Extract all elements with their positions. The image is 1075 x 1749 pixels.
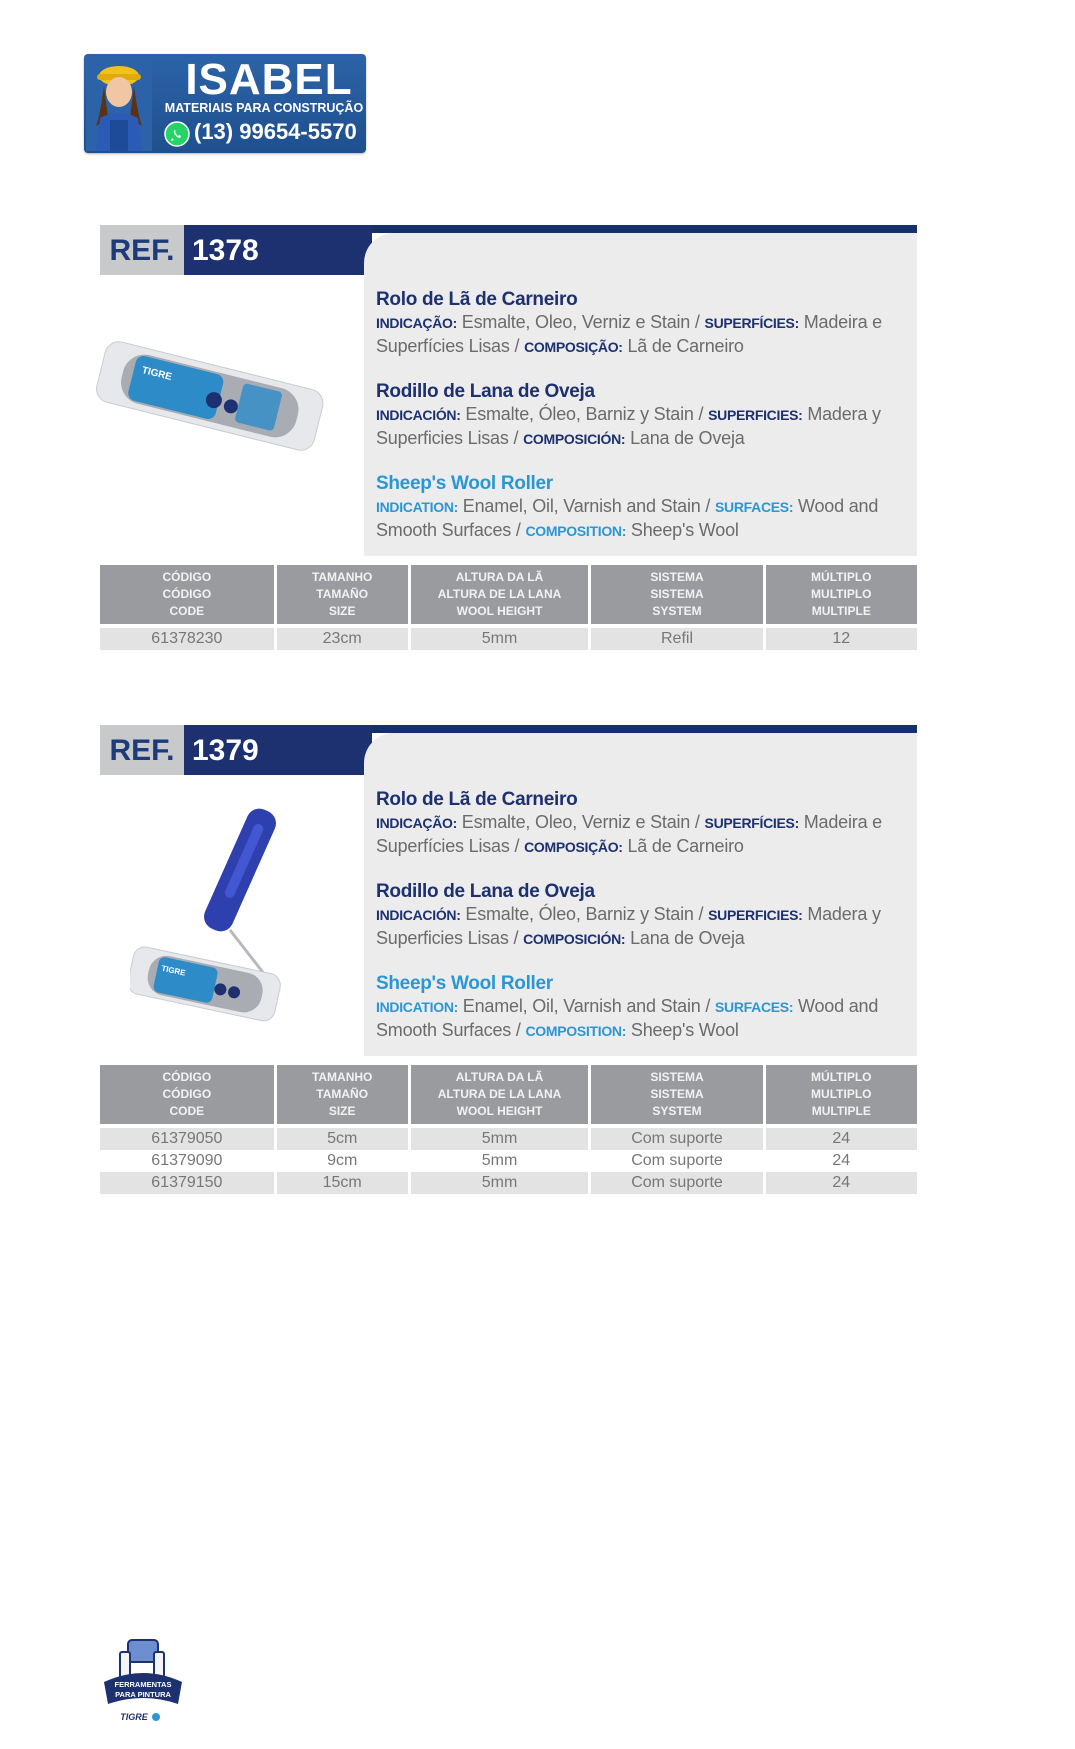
table-header-row [100,1065,917,1124]
value: Enamel, Oil, Varnish and Stain / [458,496,715,516]
cell-size: 15cm [275,1172,409,1194]
value: Smooth Surfaces / [376,1020,526,1040]
store-subtitle: MATERIAIS PARA CONSTRUÇÃO [164,101,364,115]
desc-pt [376,789,916,859]
key: INDICACIÓN: [376,407,461,423]
cell-multiple: 24 [764,1128,917,1150]
desc-en [376,973,916,1043]
table-row [100,1150,917,1172]
cell-system: Com suporte [590,1150,764,1172]
store-badge [84,54,366,153]
badge-text-1: FERRAMENTAS [114,1680,172,1689]
table-row [100,628,917,650]
title-pt: Rolo de Lã de Carneiro [376,289,578,310]
key: COMPOSICIÓN: [523,431,626,447]
value: Superfícies Lisas / [376,836,525,856]
key: SUPERFÍCIES: [704,315,799,331]
value: Esmalte, Óleo, Barniz y Stain / [460,404,709,424]
header-code: CÓDIGO CÓDIGO CODE [100,1065,275,1124]
key: SUPERFICIES: [708,907,803,923]
spec-table [100,565,917,650]
ref-number: 1378 [184,225,372,275]
value: Lana de Oveja [625,928,745,948]
key: COMPOSICIÓN: [523,931,626,947]
header-code: CÓDIGO CÓDIGO CODE [100,565,275,624]
value: Wood and [793,496,879,516]
header-multiple: MÚLTIPLO MULTIPLO MULTIPLE [764,1065,917,1124]
key: COMPOSIÇÃO: [524,839,623,855]
key: INDICATION: [376,499,458,515]
maker-mark-icon [152,1713,160,1721]
ref-label: REF. [100,725,184,775]
table-row [100,1172,917,1194]
key: COMPOSITION: [525,1023,627,1039]
value: Sheep's Wool [626,1020,739,1040]
cell-multiple: 24 [764,1150,917,1172]
cell-multiple: 12 [764,628,917,650]
title-en: Sheep's Wool Roller [376,973,553,994]
key: INDICACIÓN: [376,907,461,923]
cell-system: Refil [590,628,764,650]
spec-table [100,1065,917,1194]
cell-size: 5cm [275,1128,409,1150]
value: Madeira e [798,812,882,832]
cell-code: 61378230 [100,628,275,650]
value: Esmalte, Oleo, Verniz e Stain / [457,812,705,832]
key: INDICAÇÃO: [376,315,457,331]
cell-system: Com suporte [590,1128,764,1150]
product-section-1378 [100,225,917,655]
key: SURFACES: [715,499,794,515]
value: Madeira e [798,312,882,332]
cell-code: 61379050 [100,1128,275,1150]
desc-es [376,881,916,951]
value: Sheep's Wool [626,520,739,540]
svg-text:TIGRE: TIGRE [140,364,173,384]
cell-wool-height: 5mm [409,628,590,650]
ref-number: 1379 [184,725,372,775]
roller-with-handle-image [130,800,310,1050]
title-en: Sheep's Wool Roller [376,473,553,494]
value: Wood and [793,996,879,1016]
value: Lana de Oveja [625,428,745,448]
key: SURFACES: [715,999,794,1015]
value: Superficies Lisas / [376,428,524,448]
cell-wool-height: 5mm [409,1128,590,1150]
whatsapp-icon [164,121,190,147]
title-es: Rodillo de Lana de Oveja [376,881,595,902]
maker-name: TIGRE [120,1712,148,1722]
value: Superficies Lisas / [376,928,524,948]
value: Lã de Carneiro [622,336,744,356]
description-box [364,233,917,556]
cell-system: Com suporte [590,1172,764,1194]
title-es: Rodillo de Lana de Oveja [376,381,595,402]
header-system: SISTEMA SISTEMA SYSTEM [590,565,764,624]
cell-wool-height: 5mm [409,1172,590,1194]
table-row [100,1128,917,1150]
roller-refill-image [90,335,330,455]
value: Esmalte, Oleo, Verniz e Stain / [457,312,705,332]
key: INDICATION: [376,999,458,1015]
paint-tools-logo [98,1634,188,1724]
key: COMPOSIÇÃO: [524,339,623,355]
cell-code: 61379150 [100,1172,275,1194]
value: Madera y [802,404,881,424]
cell-code: 61379090 [100,1150,275,1172]
key: SUPERFÍCIES: [704,815,799,831]
header-size: TAMANHO TAMAÑO SIZE [275,565,409,624]
header-wool-height: ALTURA DA LÃ ALTURA DE LA LANA WOOL HEIGHT [409,565,590,624]
store-name: ISABEL [185,55,353,104]
description-box [364,733,917,1056]
cell-wool-height: 5mm [409,1150,590,1172]
badge-text-2: PARA PINTURA [115,1690,171,1699]
value: Smooth Surfaces / [376,520,526,540]
key: INDICAÇÃO: [376,815,457,831]
header-multiple: MÚLTIPLO MULTIPLO MULTIPLE [764,565,917,624]
value: Lã de Carneiro [622,836,744,856]
title-pt: Rolo de Lã de Carneiro [376,789,578,810]
cell-size: 23cm [275,628,409,650]
key: SUPERFICIES: [708,407,803,423]
value: Superfícies Lisas / [376,336,525,356]
header-size: TAMANHO TAMAÑO SIZE [275,1065,409,1124]
worker-avatar-icon [86,56,152,151]
table-header-row [100,565,917,624]
store-phone[interactable]: (13) 99654-5570 [194,119,357,144]
desc-pt [376,289,916,359]
product-section-1379 [100,725,917,1205]
desc-es [376,381,916,451]
cell-multiple: 24 [764,1172,917,1194]
cell-size: 9cm [275,1150,409,1172]
header-system: SISTEMA SISTEMA SYSTEM [590,1065,764,1124]
value: Madera y [802,904,881,924]
svg-text:TIGRE: TIGRE [160,963,187,978]
key: COMPOSITION: [525,523,627,539]
ref-label: REF. [100,225,184,275]
value: Esmalte, Óleo, Barniz y Stain / [460,904,709,924]
value: Enamel, Oil, Varnish and Stain / [458,996,715,1016]
header-wool-height: ALTURA DA LÃ ALTURA DE LA LANA WOOL HEIGHT [409,1065,590,1124]
desc-en [376,473,916,543]
